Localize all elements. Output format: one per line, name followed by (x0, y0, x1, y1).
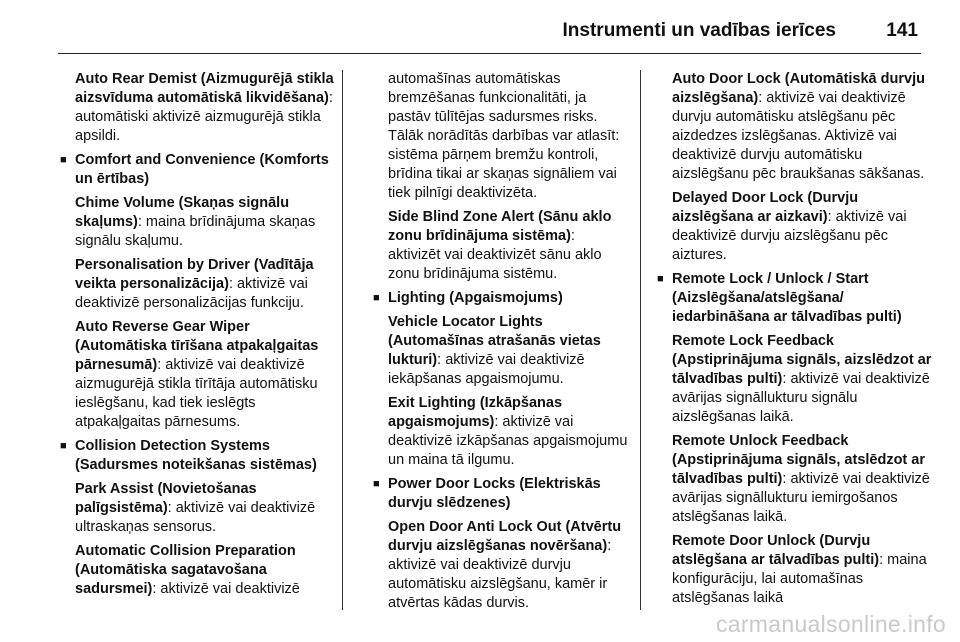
setting-name: Delayed Door Lock (Durvju aizslēgšana ar aizkavi) (672, 190, 859, 225)
setting-entry (75, 256, 336, 313)
setting-description: : aktivizē vai deaktivizē avārijas signāllukturu signālu aizslēgšanas laikā. (672, 371, 930, 425)
column-1 (60, 70, 336, 604)
setting-entry (75, 194, 336, 251)
setting-name: Personalisation by Driver (Vadītāja veikta personalizācija) (75, 257, 314, 292)
setting-description: : aktivizēt vai deaktivizēt sānu aklo zonu brīdinājuma sistēmu. (388, 228, 602, 282)
column-divider (342, 70, 343, 610)
setting-description: : aktivizē vai deaktivizē aizmugurējā stikla tīrītāja automātisku ieslēgšanu, kad tiek ieslēgts atpakaļgaitas pārnesums. (75, 357, 318, 430)
setting-description: : automātiski aktivizē aizmugurējā stikla apsildi. (75, 90, 333, 144)
setting-name: Remote Door Unlock (Durvju atslēgšana ar tālvadības pulti) (672, 533, 880, 568)
setting-entry (672, 532, 937, 608)
column-divider (640, 70, 641, 610)
category-heading: ■ Power Door Locks (Elektriskās durvju slēdzenes) (373, 475, 629, 513)
setting-entry (672, 432, 937, 527)
setting-description: : aktivizē vai deaktivizē avārijas signāllukturu iemirgošanos atslēgšanas laikā. (672, 471, 930, 525)
setting-description: : aktivizē vai deaktivizē durvju aizslēgšanu pēc aiztures. (672, 209, 907, 263)
setting-description: : aktivizē vai deaktivizē ultraskaņas sensorus. (75, 500, 316, 535)
setting-entry (388, 313, 629, 389)
setting-entry (75, 318, 336, 432)
setting-description: : maina konfigurāciju, lai automašīnas atslēgšanas laikā (672, 552, 927, 606)
setting-description: : aktivizē vai deaktivizē iekāpšanas apgaismojumu. (388, 352, 585, 387)
paragraph: automašīnas automātiskas bremzēšanas funkcionalitāti, ja pastāv tūlītējas sadursmes risks. Tālāk norādītās darbības var atlasīt: sistēma pārņem bremžu kontroli, brīdina tikai ar skaņas signāliem vai tiek pilnīgi deaktivizēta. (388, 71, 620, 201)
setting-name: Exit Lighting (Izkāpšanas apgaismojums) (388, 395, 563, 430)
category-heading: ■ Collision Detection Systems (Sadursmes noteikšanas sistēmas) (60, 437, 336, 475)
setting-description: : aktivizē vai deaktivizē durvju automātisku aizslēgšanu, kamēr ir atvērtas kādas durvis. (388, 538, 612, 611)
setting-name: Automatic Collision Preparation (Automātiska sagatavošana sadursmei) (75, 543, 296, 597)
setting-name: Remote Unlock Feedback (Apstiprinājuma signāls, atslēdzot ar tālvadības pulti) (672, 433, 925, 487)
header-rule (58, 53, 921, 54)
setting-entry (75, 70, 336, 146)
setting-name: Auto Door Lock (Automātiskā durvju aizslēgšana) (672, 71, 925, 106)
setting-entry (672, 70, 937, 184)
setting-name: Chime Volume (Skaņas signālu skaļums) (75, 195, 290, 230)
setting-description: : aktivizē vai deaktivizē durvju automātisku atslēgšanu pēc aizdedzes izslēgšanas. Aktivizē vai deaktivizē durvju automātisku aizslēgšanu pēc braukšanas sākšanas. (672, 90, 925, 182)
setting-entry (672, 189, 937, 265)
setting-description: : aktivizē vai deaktivizē personalizācijas funkciju. (75, 276, 308, 311)
setting-entry (388, 208, 629, 284)
category-heading: ■ Comfort and Convenience (Komforts un ērtības) (60, 151, 336, 189)
setting-name: Side Blind Zone Alert (Sānu aklo zonu brīdinājuma sistēma) (388, 209, 612, 244)
section-title: Instrumenti un vadības ierīces (562, 20, 836, 41)
category-heading: ■ Remote Lock / Unlock / Start (Aizslēgšana/atslēgšana/ iedarbināšana ar tālvadības pulti) (657, 270, 937, 327)
setting-entry (75, 542, 336, 599)
setting-name: Auto Reverse Gear Wiper (Automātiska tīrīšana atpakaļgaitas pārnesumā) (75, 319, 319, 373)
column-3 (657, 70, 937, 613)
setting-entry (388, 518, 629, 613)
page-header (0, 0, 960, 58)
setting-name: Open Door Anti Lock Out (Atvērtu durvju aizslēgšanas novēršana) (388, 519, 622, 554)
setting-entry (672, 332, 937, 427)
setting-name: Vehicle Locator Lights (Automašīnas atrašanās vietas lukturi) (388, 314, 601, 368)
column-2 (373, 70, 629, 618)
category-heading: ■ Lighting (Apgaismojums) (373, 289, 629, 308)
setting-name: Auto Rear Demist (Aizmugurējā stikla aizsvīduma automātiskā likvidēšana) (75, 71, 334, 106)
setting-entry (75, 480, 336, 537)
setting-description: : aktivizē vai deaktivizē izkāpšanas apgaismojumu un maina tā ilgumu. (388, 414, 628, 468)
setting-name: Park Assist (Novietošanas palīgsistēma) (75, 481, 257, 516)
watermark: carmanualsonline.info (715, 611, 946, 637)
setting-name: Remote Lock Feedback (Apstiprinājuma signāls, aizslēdzot ar tālvadības pulti) (672, 333, 932, 387)
page-number: 141 (886, 20, 918, 41)
setting-entry (388, 394, 629, 470)
setting-description: : aktivizē vai deaktivizē (152, 581, 300, 597)
setting-description: : maina brīdinājuma skaņas signālu skaļumu. (75, 214, 316, 249)
